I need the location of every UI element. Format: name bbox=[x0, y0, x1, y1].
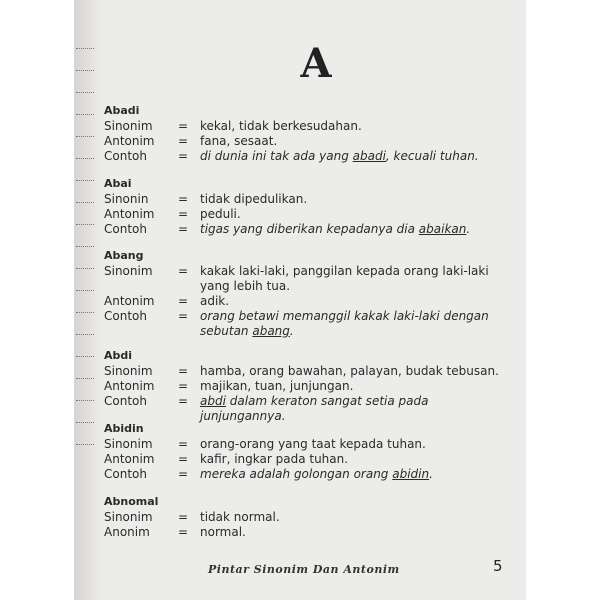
row-label: Contoh bbox=[104, 309, 147, 323]
definition-text-tail: . bbox=[289, 324, 294, 338]
equals-sign: = bbox=[178, 294, 189, 308]
definition-text: tidak dipedulikan. bbox=[200, 192, 308, 206]
row-label: Antonim bbox=[104, 294, 155, 308]
entry-headword: Abadi bbox=[104, 104, 140, 117]
entry-row bbox=[104, 452, 504, 467]
underlined-example-word: abaikan bbox=[418, 222, 467, 236]
definition-text: normal. bbox=[200, 525, 246, 539]
definition-text: hamba, orang bawahan, palayan, budak tebusan. bbox=[200, 364, 499, 378]
row-label: Antonim bbox=[104, 134, 155, 148]
underlined-example-word: abidin bbox=[392, 467, 430, 481]
dictionary-entry bbox=[104, 495, 504, 540]
definition-text: kekal, tidak berkesudahan. bbox=[200, 119, 362, 133]
book-page bbox=[74, 0, 526, 600]
row-definition bbox=[200, 379, 510, 394]
index-tick bbox=[76, 180, 94, 181]
row-definition bbox=[200, 309, 510, 339]
entry-row bbox=[104, 525, 504, 540]
equals-sign: = bbox=[178, 510, 189, 524]
row-definition bbox=[200, 134, 510, 149]
equals-sign: = bbox=[178, 222, 189, 236]
equals-sign: = bbox=[178, 192, 189, 206]
underlined-example-word: abang bbox=[252, 324, 290, 338]
row-label: Contoh bbox=[104, 394, 147, 408]
row-label: Sinonim bbox=[104, 510, 153, 524]
section-letter: A bbox=[300, 40, 332, 87]
row-definition bbox=[200, 510, 510, 525]
entry-row bbox=[104, 264, 504, 294]
entry-row bbox=[104, 467, 504, 482]
index-tick bbox=[76, 48, 94, 49]
index-tick bbox=[76, 290, 94, 291]
row-definition bbox=[200, 452, 510, 467]
row-definition bbox=[200, 364, 510, 379]
dictionary-entry bbox=[104, 177, 504, 237]
index-tick bbox=[76, 70, 94, 71]
definition-text: orang-orang yang taat kepada tuhan. bbox=[200, 437, 426, 451]
entry-row bbox=[104, 309, 504, 339]
definition-text-tail: . bbox=[466, 222, 471, 236]
equals-sign: = bbox=[178, 149, 189, 163]
row-definition bbox=[200, 467, 510, 482]
row-label: Antonim bbox=[104, 207, 155, 221]
index-tick bbox=[76, 114, 94, 115]
row-label: Antonim bbox=[104, 379, 155, 393]
definition-text: orang betawi memanggil kakak laki-laki dengan sebutan bbox=[200, 309, 489, 338]
entry-row bbox=[104, 379, 504, 394]
entry-row bbox=[104, 394, 504, 423]
index-tick bbox=[76, 422, 94, 423]
equals-sign: = bbox=[178, 119, 189, 133]
index-tick bbox=[76, 92, 94, 93]
row-definition bbox=[200, 192, 510, 207]
entry-headword: Abdi bbox=[104, 349, 133, 362]
definition-text: di dunia ini tak ada yang bbox=[200, 149, 353, 163]
definition-text: mereka adalah golongan orang bbox=[200, 467, 393, 481]
row-label: Antonim bbox=[104, 452, 155, 466]
entry-row bbox=[104, 510, 504, 525]
entry-headword: Abidin bbox=[104, 422, 144, 435]
equals-sign: = bbox=[178, 394, 189, 408]
row-label: Sinonin bbox=[104, 192, 149, 206]
dictionary-entry bbox=[104, 422, 504, 482]
dictionary-entry bbox=[104, 349, 504, 423]
index-tick bbox=[76, 268, 94, 269]
equals-sign: = bbox=[178, 207, 189, 221]
row-definition bbox=[200, 149, 510, 164]
page-number: 5 bbox=[493, 557, 503, 575]
definition-text: fana, sesaat. bbox=[200, 134, 278, 148]
definition-text: adik. bbox=[200, 294, 230, 308]
page-gutter bbox=[74, 0, 104, 600]
definition-text: tigas yang diberikan kepadanya dia bbox=[200, 222, 419, 236]
entry-headword: Abnomal bbox=[104, 495, 159, 508]
dictionary-entry bbox=[104, 249, 504, 339]
row-definition bbox=[200, 264, 510, 294]
entry-row bbox=[104, 207, 504, 222]
equals-sign: = bbox=[178, 264, 189, 278]
row-definition bbox=[200, 437, 510, 452]
definition-text-tail: dalam keraton sangat setia pada junjungannya. bbox=[200, 394, 429, 423]
equals-sign: = bbox=[178, 467, 189, 481]
row-label: Sinonim bbox=[104, 119, 153, 133]
row-definition bbox=[200, 207, 510, 222]
index-tick bbox=[76, 444, 94, 445]
definition-text: kakak laki-laki, panggilan kepada orang laki-laki yang lebih tua. bbox=[200, 264, 489, 293]
row-definition bbox=[200, 222, 510, 237]
equals-sign: = bbox=[178, 525, 189, 539]
equals-sign: = bbox=[178, 134, 189, 148]
row-label: Anonim bbox=[104, 525, 150, 539]
underlined-example-word: abdi bbox=[200, 394, 226, 408]
index-tick bbox=[76, 246, 94, 247]
equals-sign: = bbox=[178, 379, 189, 393]
row-label: Sinonim bbox=[104, 437, 153, 451]
index-tick bbox=[76, 356, 94, 357]
definition-text: kafir, ingkar pada tuhan. bbox=[200, 452, 349, 466]
entry-row bbox=[104, 192, 504, 207]
index-tick bbox=[76, 312, 94, 313]
equals-sign: = bbox=[178, 452, 189, 466]
index-tick bbox=[76, 400, 94, 401]
index-tick bbox=[76, 224, 94, 225]
entry-headword: Abang bbox=[104, 249, 144, 262]
entry-row bbox=[104, 437, 504, 452]
entry-row bbox=[104, 364, 504, 379]
definition-text-tail: , kecuali tuhan. bbox=[385, 149, 479, 163]
equals-sign: = bbox=[178, 364, 189, 378]
row-definition bbox=[200, 294, 510, 309]
row-definition bbox=[200, 525, 510, 540]
entry-row bbox=[104, 119, 504, 134]
equals-sign: = bbox=[178, 309, 189, 323]
index-tick bbox=[76, 334, 94, 335]
row-label: Contoh bbox=[104, 149, 147, 163]
definition-text-tail: . bbox=[429, 467, 433, 481]
entry-headword: Abai bbox=[104, 177, 132, 190]
index-tick bbox=[76, 136, 94, 137]
underlined-example-word: abadi bbox=[352, 149, 386, 163]
definition-text: majikan, tuan, junjungan. bbox=[200, 379, 354, 393]
entry-row bbox=[104, 222, 504, 237]
entry-row bbox=[104, 134, 504, 149]
row-definition bbox=[200, 394, 510, 424]
entry-row bbox=[104, 149, 504, 164]
equals-sign: = bbox=[178, 437, 189, 451]
row-label: Contoh bbox=[104, 222, 147, 236]
book-title-footer: Pintar Sinonim Dan Antonim bbox=[208, 563, 400, 576]
definition-text: peduli. bbox=[200, 207, 241, 221]
dictionary-entry bbox=[104, 104, 504, 164]
index-tick bbox=[76, 158, 94, 159]
row-label: Sinonim bbox=[104, 364, 153, 378]
row-label: Sinonim bbox=[104, 264, 153, 278]
entry-row bbox=[104, 294, 504, 309]
row-definition bbox=[200, 119, 510, 134]
definition-text: tidak normal. bbox=[200, 510, 280, 524]
index-tick bbox=[76, 378, 94, 379]
index-tick bbox=[76, 202, 94, 203]
row-label: Contoh bbox=[104, 467, 147, 481]
